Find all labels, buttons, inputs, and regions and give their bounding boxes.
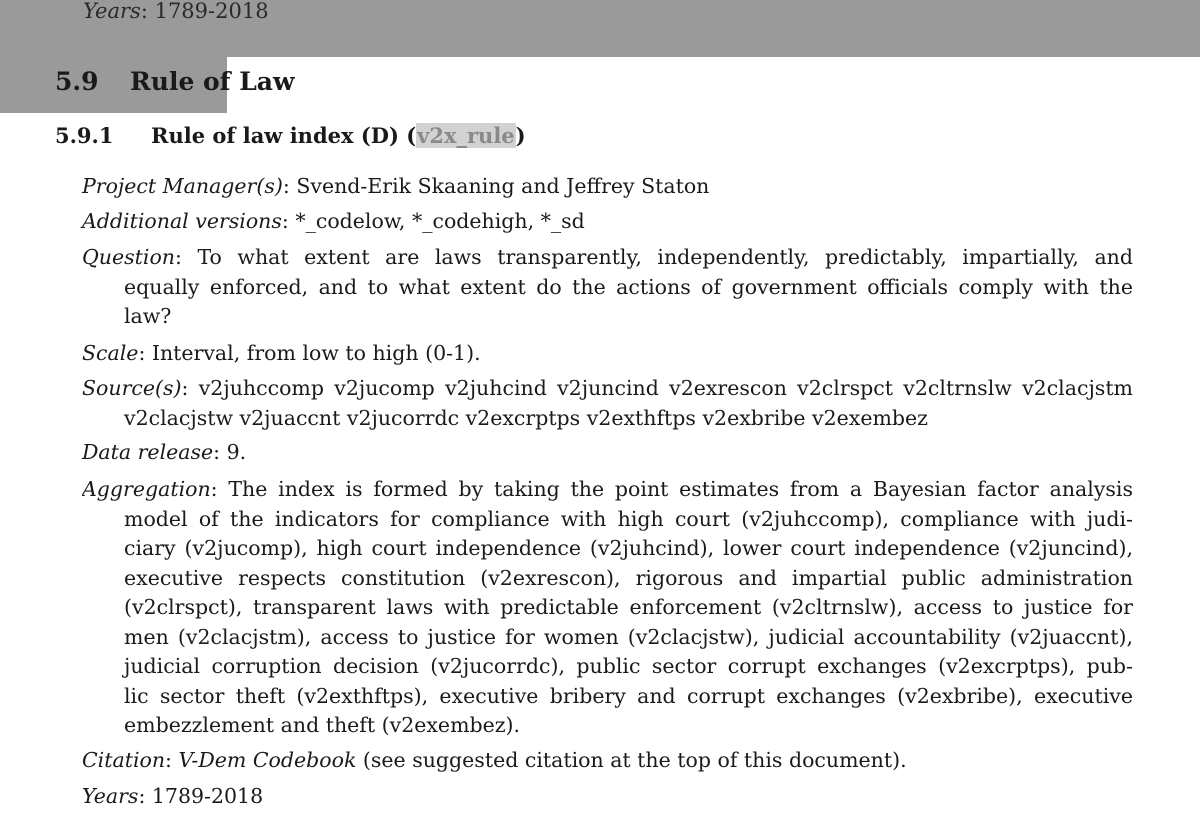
entry-label: Aggregation [82,477,211,501]
sources-entry: Source(s): v2juhccomp v2jucomp v2juhcind v2juncind v2exrescon v2clrspct v2cltrnslw v2clacjstm v2clacjstw v2juaccnt v2jucorrdc v2excrptps v2exthftps v2exbribe v2exembez [82,376,1133,430]
entry-label: Question [82,245,176,269]
entry-label: Source(s) [82,376,182,400]
entry-label: Scale [82,341,139,365]
subsection-title: Rule of law index (D) (v2x_rule) [151,123,526,148]
entry-label: Citation [82,748,166,772]
entry-label: Project Manager(s) [82,174,283,198]
scale-entry: Scale: Interval, from low to high (0-1). [82,341,481,365]
entry-label: Additional versions [82,209,282,233]
entry-value: *_codelow, *_codehigh, *_sd [295,209,585,233]
section-title: Rule of Law [130,67,295,96]
section-number: 5.9 [55,67,99,96]
entry-value: 1789-2018 [151,784,264,808]
subsection-number: 5.9.1 [55,123,114,148]
citation-title: V-Dem Codebook [178,748,357,772]
entry-value: 9. [226,440,247,464]
data-release-entry: Data release: 9. [82,440,247,464]
entry-label: Data release [82,440,214,464]
citation-entry: Citation: V-Dem Codebook (see suggested citation at the top of this document). [82,748,907,772]
question-entry: Question: To what extent are laws transparently, independently, predictably, impartially, and equally enforced, and to what extent do the actions of government officials comply with the law? [82,245,1133,328]
entry-label: Years [82,784,139,808]
variable-tag: v2x_rule [417,123,515,148]
years-entry: Years: 1789-2018 [82,784,264,808]
additional-versions-entry: Additional versions: *_codelow, *_codehigh, *_sd [82,209,585,233]
previous-entry-years: Years: 1789-2018 [83,0,269,23]
entry-value: (see suggested citation at the top of this document). [362,748,907,772]
entry-value: Svend-Erik Skaaning and Jeffrey Staton [296,174,710,198]
aggregation-entry: Aggregation: The index is formed by taking the point estimates from a Bayesian factor analysis model of the indicators for compliance with high court (v2juhccomp), compliance with judi- ciary (v2jucomp), high court independence (v2juhcind), lower court independence (v2juncind), executive respects constitution (v2exrescon), rigorous and impartial public administration (v2clrspct), transparent laws with predictable enforcement (v2cltrnslw), access to justice for men (v2clacjstm), access to justice for women (v2clacjstw), judicial accountability (v2juaccnt), judicial corruption decision (v2jucorrdc), public sector corrupt exchanges (v2excrptps), pub- lic sector theft (v2exthftps), executive bribery and corrupt exchanges (v2exbribe), executive embezzlement and theft (v2exembez). [82,477,1133,737]
project-managers-entry: Project Manager(s): Svend-Erik Skaaning and Jeffrey Staton [82,174,710,198]
entry-value: Interval, from low to high (0-1). [151,341,481,365]
